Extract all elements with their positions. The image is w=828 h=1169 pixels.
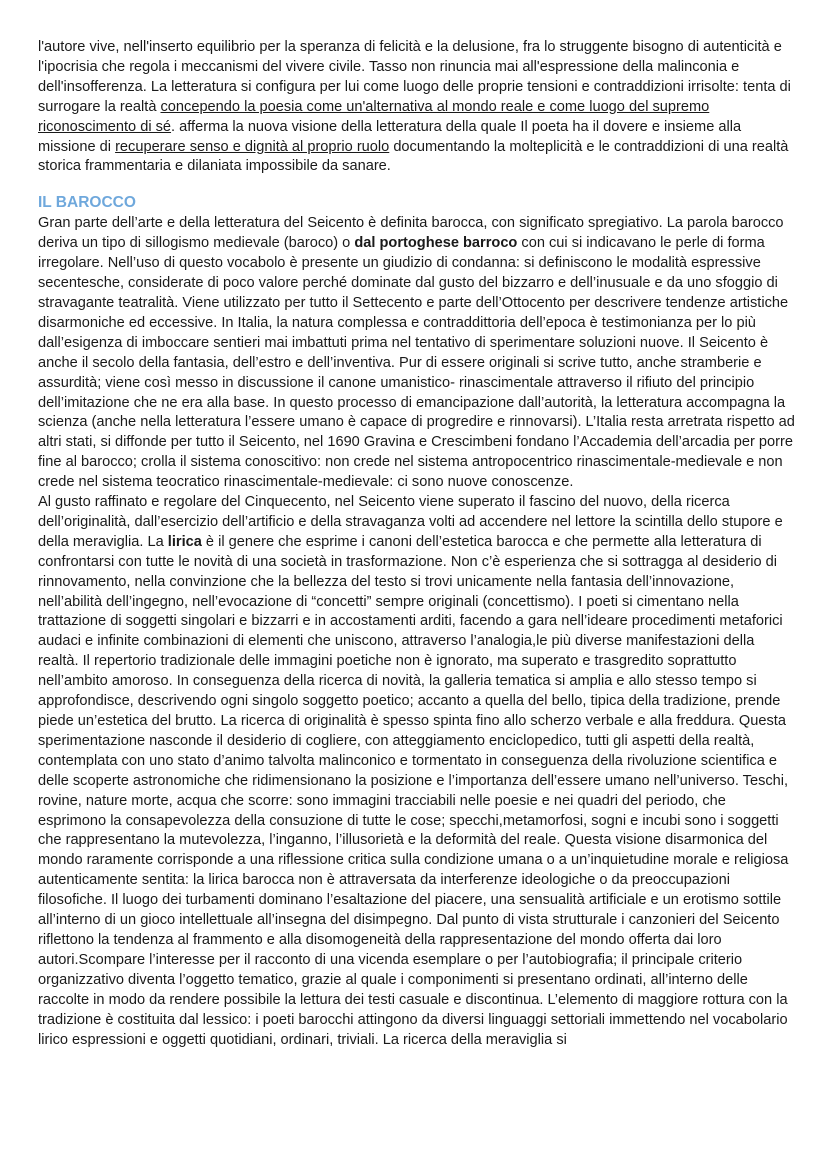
p1-bold-1: dal portoghese barroco [354,235,518,252]
intro-text-1: l'autore vive, nell'inserto equilibrio per la speranza di felicità e la delusione, fra lo struggente bisogno di autenticità e l'ipocrisia che regola i meccanismi del vivere civile. Tasso non rinuncia mai all'espressione della malinconia e dell'insofferenza. La letteratura si configura per lui come luogo delle proprie tensioni e contraddizioni irrisolte: tenta di surrogare la realtà [38,39,791,115]
document-page [38,38,798,1050]
p2-text-2: è il genere che esprime i canoni dell’estetica barocca e che permette alla letteratura di confrontarsi con tutte le novità di una società in trasformazione. Non c’è esperienza che si sottragga al desiderio di rinnovamento, nella convinzione che la bellezza del testo si trovi unicamente nella fantasia dell’innovazione, nell’abilità dell’ingegno, nell’evocazione di “concetti” sempre originali (concettismo). I poeti si cimentano nella trattazione di soggetti singolari e bizzarri e in accostamenti arditi, facendo a gara nell’ideare procedimenti metaforici audaci e infinite combinazioni di elementi che uniscono, attraverso l’analogia,le più diverse manifestazioni della realtà. Il repertorio tradizionale delle immagini poetiche non è ignorato, ma superato e trasgredito soprattutto nell’ambito amoroso. In conseguenza della ricerca di novità, la galleria tematica si amplia e allo stesso tempo si approfondisce, descrivendo ogni singolo soggetto poetico; accanto a quella del bello, tipica della tradizione, prende piede un’estetica del brutto. La ricerca di originalità è spesso spinta fino allo scherzo verbale e alla freddura. Questa sperimentazione nasconde il desiderio di cogliere, con atteggiamento enciclopedico, tutti gli aspetti della realtà, contemplata con uno stato d’animo talvolta malinconico e tormentato in conseguenza della rivoluzione scientifica e delle scoperte astronomiche che ridimensionano la posizione e l’importanza dell’essere umano nell’universo. Teschi, rovine, nature morte, acqua che scorre: sono immagini tracciabili nelle poesie e nei quadri del periodo, che esprimono la consapevolezza della consuzione di tutte le cose; specchi,metamorfosi, sogni e incubi sono i soggetti che rappresentano la mutevolezza, l’inganno, l’illusorietà e la deformità del reale. Questa visione disarmonica del mondo raramente corrisponde a una riflessione critica sulla condizione umana o a un’inquietudine morale e religiosa autenticamente sentita: la lirica barocca non è attraversata da interferenze ideologiche o da preoccupazioni filosofiche. Il luogo dei turbamenti dominano l’esaltazione del piacere, una sensualità artificiale e un erotismo sottile all’interno di un gioco intellettuale all’insegna del disimpegno. Dal punto di vista strutturale i canzonieri del Seicento riflettono la tendenza al frammento e alla disomogeneità della rappresentazione del mondo offerta dai loro autori.Scompare l’interesse per il racconto di una vicenda esemplare o per l’autobiografia; il principale criterio organizzativo diventa l’oggetto tematico, grazie al quale i componimenti si presentano ordinati, all’interno delle raccolte in modo da rendere possibile la lettura dei testi casuale e discontinua. L’elemento di maggiore rottura con la tradizione è costituita dal lessico: i poeti barocchi attingono da diversi linguaggi settoriali immettendo nel vocabolario lirico espressioni e oggetti quotidiani, ordinari, triviali. La ricerca della meraviglia si [38,533,789,1048]
section-heading: IL BAROCCO [38,194,136,212]
p1-text-2: con cui si indicavano le perle di forma irregolare. Nell’uso di questo vocabolo è presente un giudizio di condanna: si definiscono le modalità espressive secentesche, considerate di poco valore perché dominate dal gusto del bizzarro e dell’inusuale e da uno sfoggio di stravagante teatralità. Viene utilizzato per tutto il Settecento e parte dell’Ottocento per descrivere tendenze artistiche disarmoniche ed eccessive. In Italia, la natura complessa e contraddittoria dell’epoca è testimonianza per lo più dall’esigenza di imboccare sentieri mai imbattuti prima nel tentativo di sperimentare soluzioni nuove. Il Seicento è anche il secolo della fantasia, dell’estro e dell’inventiva. Pur di essere originali si scrive tutto, anche stramberie e assurdità; viene così messo in discussione il canone umanistico- rinascimentale attraverso il rifiuto del principio dell’imitazione che ne era alla base. In questo processo di emancipazione dall’autorità, la letteratura accompagna la scienza (anche nella letteratura l’essere umano è capace di progredire e rinnovarsi). L’Italia resta arretrata rispetto ad altri stati, si diffonde per tutto il Seicento, nel 1690 Gravina e Crescimbeni fondano l’Accademia dell’arcadia per porre fine al barocco; crolla il sistema conoscitivo: non crede nel sistema antropocentrico rinascimentale-medievale e non crede nel sistema teocratico rinascimentale-medievale: ci sono nuove conoscenze. [38,235,795,491]
intro-underlined-1: concependo la poesia come un'alternativa al mondo reale e come luogo del supremo riconoscimento di sé [38,98,710,135]
barocco-paragraph-1 [38,214,798,493]
p2-text-1: Al gusto raffinato e regolare del Cinquecento, nel Seicento viene superato il fascino del nuovo, della ricerca dell’originalità, dall’esercizio dell’artificio e della stravaganza volti ad accendere nel lettore la scintilla dello stupore e della meraviglia. La [38,494,783,550]
barocco-paragraph-2 [38,493,798,1050]
intro-text-2: . afferma la nuova visione della letteratura della quale Il poeta ha il dovere e insieme alla missione di [38,118,742,155]
p1-text-1: Gran parte dell’arte e della letteratura del Seicento è definita barocca, con significato spregiativo. La parola barocco deriva un tipo di sillogismo medievale (baroco) o [38,215,784,252]
intro-paragraph [38,38,798,177]
intro-text-3: documentando la molteplicità e le contraddizioni di una realtà storica frammentaria e dilaniata impossibile da sanare. [38,138,789,175]
intro-underlined-2: recuperare senso e dignità al proprio ruolo [115,138,390,155]
p2-bold-1: lirica [167,533,202,550]
